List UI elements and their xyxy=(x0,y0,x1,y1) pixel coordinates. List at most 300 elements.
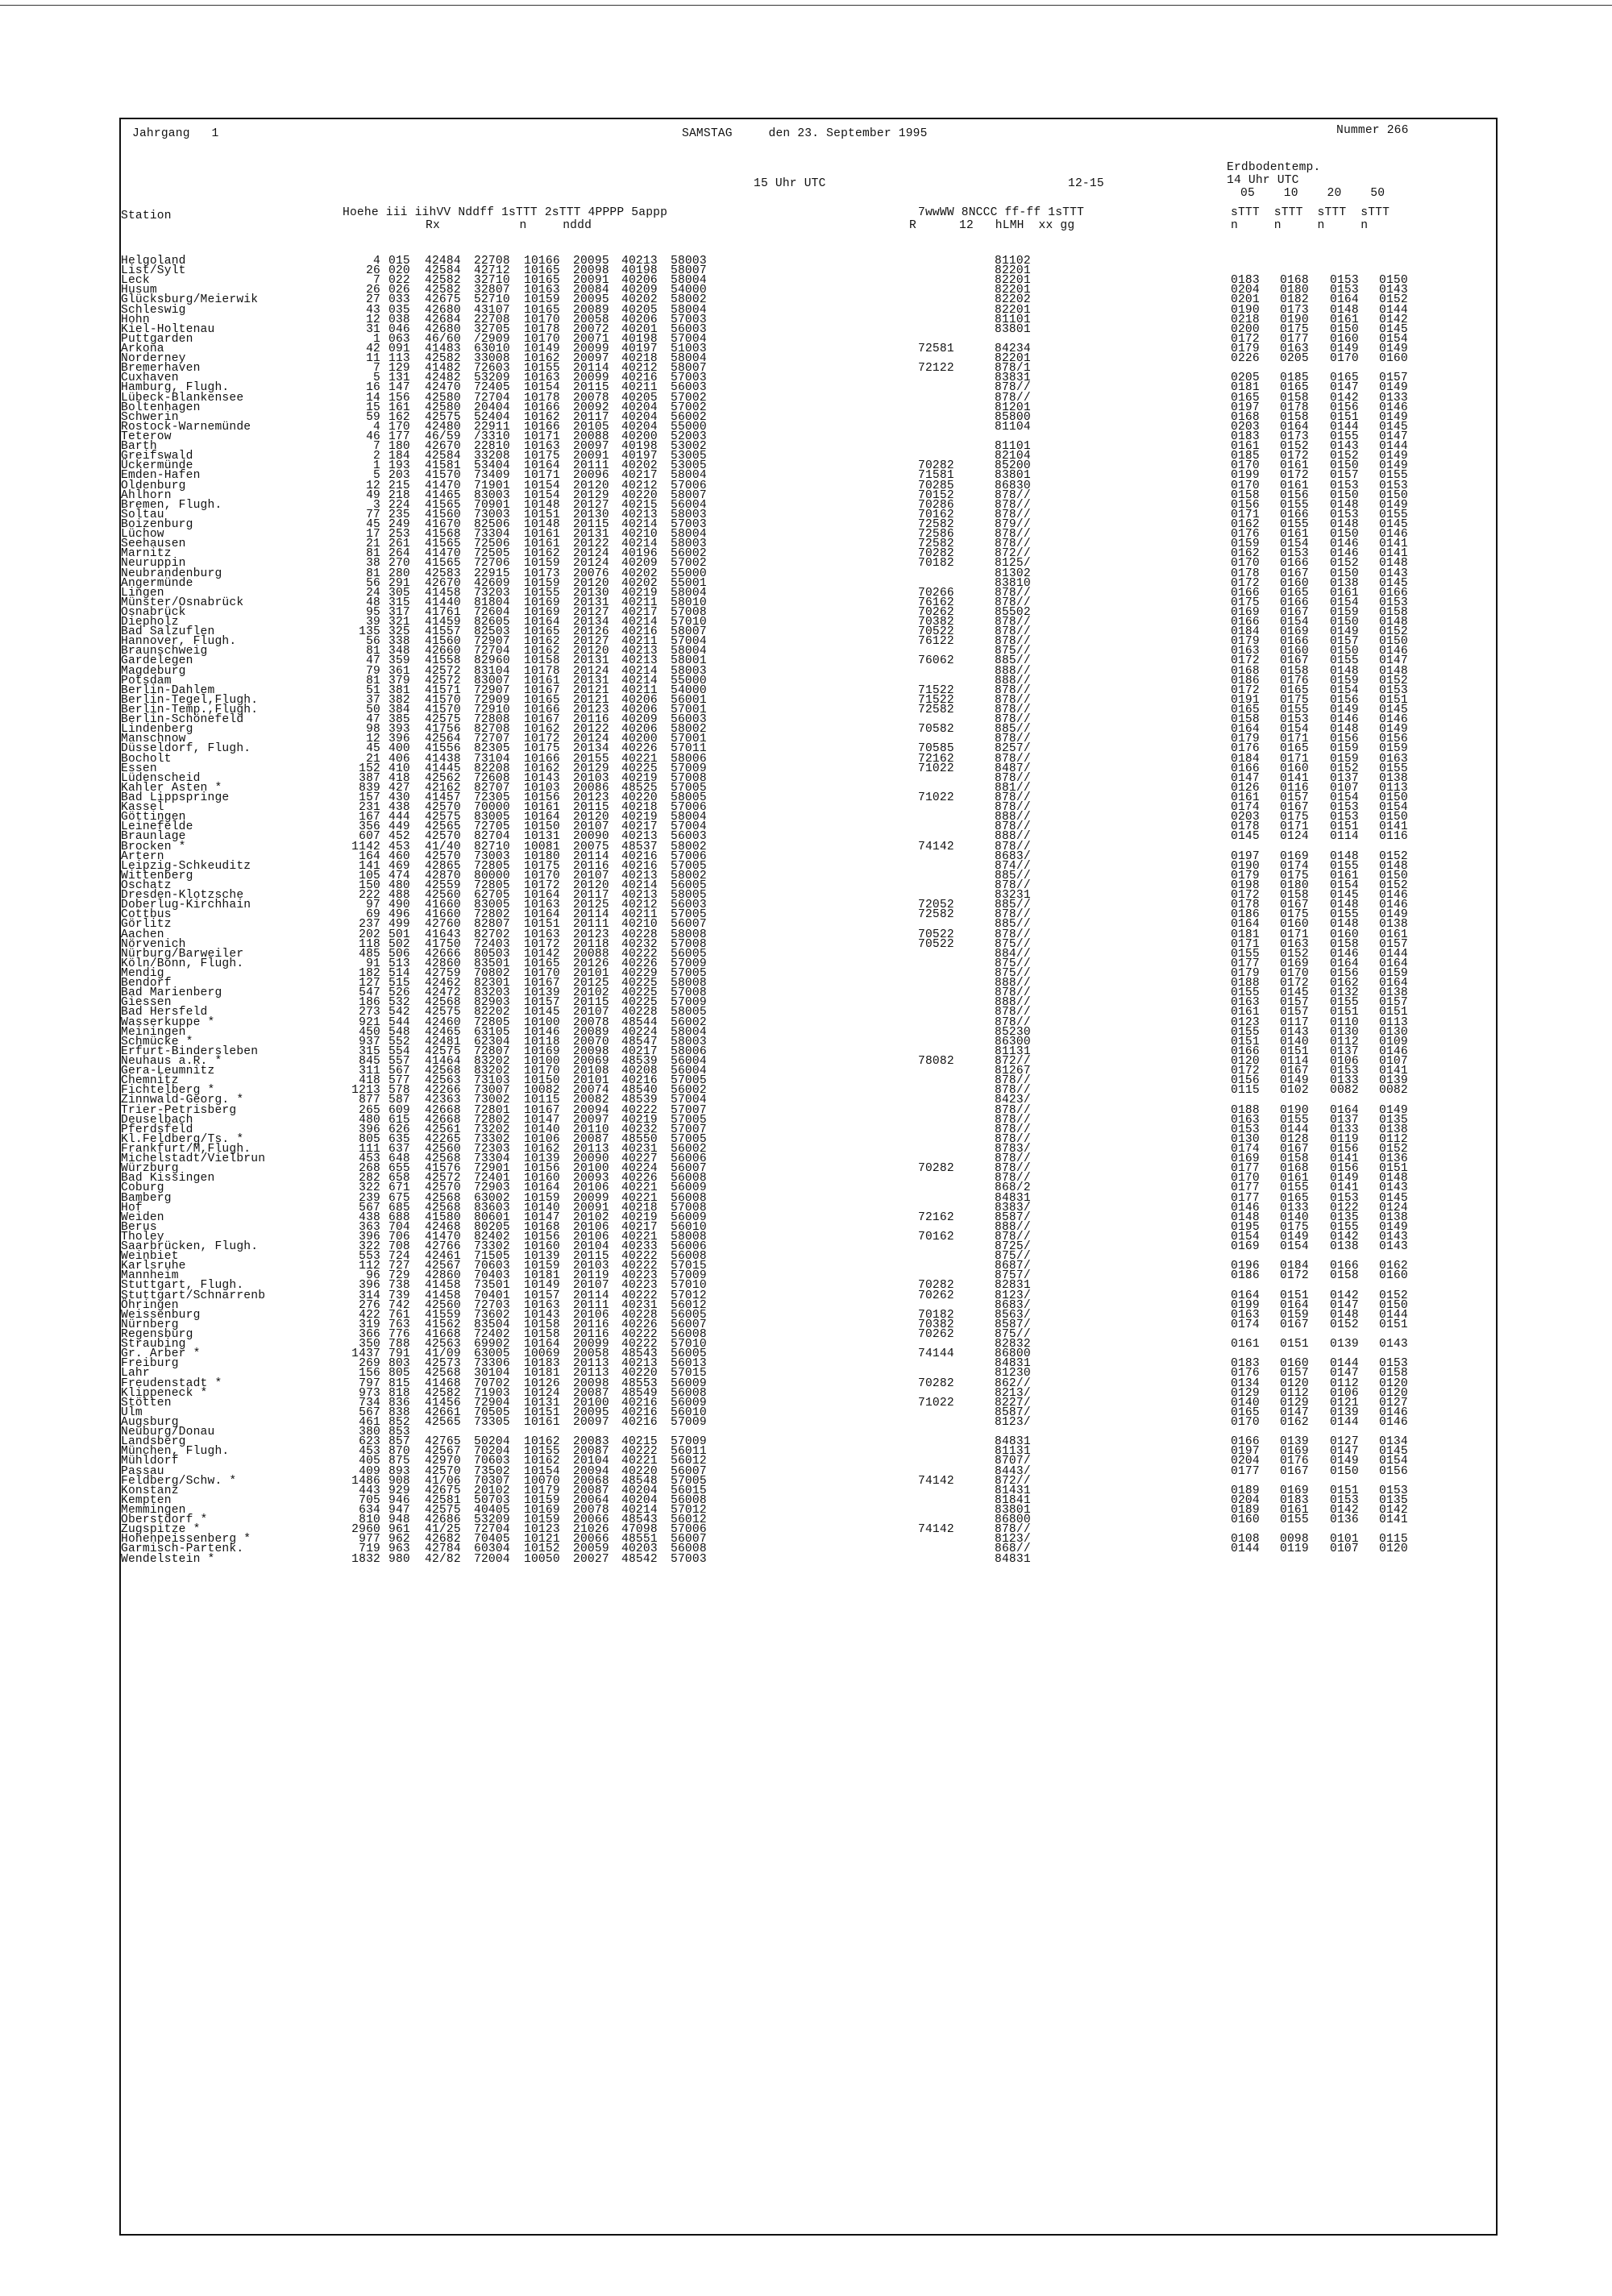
pressure-4pppp: 40226 xyxy=(621,957,658,970)
station-name: Hof xyxy=(121,1201,143,1214)
cloud-8nccc: 8227/ xyxy=(995,1396,1031,1410)
soil-temp-05: 0156 xyxy=(1231,1074,1260,1088)
soil-temp-20: 0137 xyxy=(1330,1113,1359,1127)
iihvv: 42583 xyxy=(425,567,461,580)
station-id: 177 xyxy=(388,430,410,443)
soil-temp-10: 0175 xyxy=(1280,693,1309,707)
cloud-8nccc: 84831 xyxy=(995,1357,1031,1371)
soil-temp-20: 0112 xyxy=(1330,1376,1359,1390)
temp-1sttt: 10171 xyxy=(524,430,560,443)
soil-temp-05: 0164 xyxy=(1231,1289,1260,1302)
soil-temp-20: 0146 xyxy=(1330,538,1359,551)
soil-temp-20: 0147 xyxy=(1330,1445,1359,1459)
jahrgang-label: Jahrgang 1 xyxy=(132,127,219,140)
temp-1sttt: 10124 xyxy=(524,1386,560,1400)
weather-7wwww: 72162 xyxy=(918,1210,954,1224)
station-height: 977 xyxy=(359,1533,380,1547)
station-height: 547 xyxy=(359,986,380,1000)
soil-temp-05: 0174 xyxy=(1231,1318,1260,1331)
cloud-8nccc: 878// xyxy=(995,908,1031,922)
station-name: Glücksburg/Meierwik xyxy=(121,293,259,307)
iihvv: 41468 xyxy=(425,1376,461,1390)
iihvv: 42559 xyxy=(425,879,461,892)
iihvv: 46/59 xyxy=(425,430,461,443)
tendency-5appp: 58002 xyxy=(671,723,707,737)
pressure-4pppp: 47098 xyxy=(621,1523,658,1537)
soil-temp-05: 0183 xyxy=(1231,430,1260,443)
cloud-8nccc: 83801 xyxy=(995,469,1031,483)
soil-temp-10: 0160 xyxy=(1280,762,1309,775)
tendency-5appp: 57005 xyxy=(671,1132,707,1146)
station-id: 648 xyxy=(388,1152,410,1166)
temp-1sttt: 10139 xyxy=(524,1250,560,1264)
station-id: 501 xyxy=(388,928,410,941)
temp-2sttt: 20058 xyxy=(573,1347,609,1361)
temp-2sttt: 20108 xyxy=(573,1065,609,1078)
pressure-4pppp: 48542 xyxy=(621,1552,658,1566)
cloud-8nccc: 878// xyxy=(995,1103,1031,1117)
pressure-4pppp: 40212 xyxy=(621,362,658,376)
tendency-5appp: 56006 xyxy=(671,1152,707,1166)
cloud-8nccc: 875// xyxy=(995,645,1031,658)
station-id: 264 xyxy=(388,547,410,561)
station-height: 2 xyxy=(373,450,380,463)
nddff: 72505 xyxy=(474,547,510,561)
station-id: 359 xyxy=(388,654,410,668)
pressure-4pppp: 40216 xyxy=(621,372,658,385)
issue-number: Nummer 266 xyxy=(1336,124,1409,137)
soil-temp-50: 0127 xyxy=(1379,1396,1408,1410)
soil-temp-20: 0148 xyxy=(1330,849,1359,863)
soil-temp-05: 0179 xyxy=(1231,635,1260,649)
iihvv: 42670 xyxy=(425,576,461,590)
soil-temp-50: 0154 xyxy=(1379,801,1408,815)
station-height: 127 xyxy=(359,977,380,990)
nddff: 73502 xyxy=(474,1464,510,1478)
nddff: 72802 xyxy=(474,908,510,922)
iihvv: 41/25 xyxy=(425,1523,461,1537)
temp-2sttt: 20131 xyxy=(573,528,609,542)
soil-temp-05: 0153 xyxy=(1231,1123,1260,1136)
station-name: Bad Salzuflen xyxy=(121,625,215,639)
soil-temp-10: 0154 xyxy=(1280,723,1309,737)
station-name: Artern xyxy=(121,849,164,863)
soil-temp-05: 0199 xyxy=(1231,1298,1260,1312)
station-height: 237 xyxy=(359,918,380,932)
iihvv: 42561 xyxy=(425,1123,461,1136)
temp-1sttt: 10167 xyxy=(524,977,560,990)
soil-temp-50: 0153 xyxy=(1379,479,1408,492)
iihvv: 42581 xyxy=(425,1493,461,1507)
pressure-4pppp: 40205 xyxy=(621,303,658,317)
temp-1sttt: 10164 xyxy=(524,889,560,903)
soil-temp-10: 0158 xyxy=(1280,1152,1309,1166)
nddff: 72402 xyxy=(474,1328,510,1342)
temp-2sttt: 20126 xyxy=(573,957,609,970)
soil-temp-05: 0170 xyxy=(1231,1416,1260,1430)
soil-temp-05: 0197 xyxy=(1231,1445,1260,1459)
station-name: Neuhaus a.R. * xyxy=(121,1054,222,1068)
cloud-8nccc: 878// xyxy=(995,635,1031,649)
weather-7wwww: 70262 xyxy=(918,605,954,619)
station-height: 973 xyxy=(359,1386,380,1400)
temp-1sttt: 10146 xyxy=(524,1025,560,1039)
soil-temp-10: 0161 xyxy=(1280,528,1309,542)
nddff: 71903 xyxy=(474,1386,510,1400)
soil-temp-20: 0139 xyxy=(1330,1338,1359,1351)
station-height: 26 xyxy=(366,284,380,297)
temp-2sttt: 20124 xyxy=(573,664,609,678)
soil-temp-10: 0153 xyxy=(1280,547,1309,561)
soil-temp-05: 0177 xyxy=(1231,1191,1260,1205)
nddff: 22708 xyxy=(474,313,510,326)
cloud-8nccc: 86830 xyxy=(995,479,1031,492)
station-height: 95 xyxy=(366,605,380,619)
cloud-8nccc: 875// xyxy=(995,1328,1031,1342)
iihvv: 41464 xyxy=(425,1054,461,1068)
station-name: Gera-Leumnitz xyxy=(121,1065,215,1078)
pressure-4pppp: 40214 xyxy=(621,538,658,551)
temp-2sttt: 20115 xyxy=(573,801,609,815)
soil-temp-50: 0153 xyxy=(1379,1357,1408,1371)
temp-1sttt: 10150 xyxy=(524,1074,560,1088)
soil-temp-10: 0160 xyxy=(1280,918,1309,932)
soil-temp-50: 0145 xyxy=(1379,576,1408,590)
temp-1sttt: 10106 xyxy=(524,1132,560,1146)
soil-temp-20: 0148 xyxy=(1330,899,1359,912)
soil-temp-20: 0133 xyxy=(1330,1074,1359,1088)
soil-temp-05: 0134 xyxy=(1231,1376,1260,1390)
temp-1sttt: 10164 xyxy=(524,459,560,473)
soil-temp-50: 0146 xyxy=(1379,1044,1408,1058)
tendency-5appp: 57008 xyxy=(671,1201,707,1214)
soil-temp-50: 0133 xyxy=(1379,391,1408,405)
soil-temp-05: 0123 xyxy=(1231,1015,1260,1029)
station-name: Bad Marienberg xyxy=(121,986,222,1000)
temp-1sttt: 10160 xyxy=(524,1240,560,1254)
station-id: 980 xyxy=(388,1552,410,1566)
nddff: 63002 xyxy=(474,1191,510,1205)
soil-temp-05: 0161 xyxy=(1231,1338,1260,1351)
soil-temp-50: 0154 xyxy=(1379,332,1408,346)
soil-temp-05: 0162 xyxy=(1231,517,1260,531)
soil-temp-20: 0148 xyxy=(1330,303,1359,317)
soil-temp-05: 0183 xyxy=(1231,1357,1260,1371)
cloud-8nccc: 8213/ xyxy=(995,1386,1031,1400)
cloud-8nccc: 888// xyxy=(995,674,1031,687)
soil-temp-50: 0152 xyxy=(1379,625,1408,639)
station-id: 161 xyxy=(388,401,410,414)
soil-temp-50: 0155 xyxy=(1379,469,1408,483)
station-id: 870 xyxy=(388,1445,410,1459)
soil-temp-20: 0156 xyxy=(1330,733,1359,746)
tendency-5appp: 57005 xyxy=(671,966,707,980)
weather-7wwww: 78082 xyxy=(918,1054,954,1068)
soil-temp-50: 0149 xyxy=(1379,342,1408,355)
pressure-4pppp: 48549 xyxy=(621,1386,658,1400)
cloud-8nccc: 8587/ xyxy=(995,1405,1031,1419)
soil-temp-20: 0151 xyxy=(1330,410,1359,424)
temp-2sttt: 20117 xyxy=(573,889,609,903)
table-row xyxy=(121,1084,1496,1098)
iihvv: 41438 xyxy=(425,752,461,766)
iihvv: 41458 xyxy=(425,1279,461,1293)
nddff: 70204 xyxy=(474,1445,510,1459)
table-row xyxy=(121,1271,1496,1281)
iihvv: 42580 xyxy=(425,391,461,405)
temp-2sttt: 20082 xyxy=(573,1094,609,1107)
temp-1sttt: 10165 xyxy=(524,264,560,278)
station-height: 7 xyxy=(373,362,380,376)
station-name: Bad Kissingen xyxy=(121,1172,215,1185)
soil-temp-20: 0150 xyxy=(1330,528,1359,542)
station-name: Tholey xyxy=(121,1230,164,1243)
cloud-8nccc: 82832 xyxy=(995,1338,1031,1351)
tendency-5appp: 54000 xyxy=(671,683,707,697)
temp-1sttt: 10157 xyxy=(524,996,560,1010)
iihvv: 41570 xyxy=(425,704,461,717)
nddff: /2909 xyxy=(474,332,510,346)
tendency-5appp: 56008 xyxy=(671,1493,707,1507)
temp-2sttt: 20094 xyxy=(573,1464,609,1478)
weather-7wwww: 70152 xyxy=(918,488,954,502)
soil-temp-10: 0175 xyxy=(1280,1220,1309,1234)
pressure-4pppp: 40221 xyxy=(621,1455,658,1468)
pressure-4pppp: 40232 xyxy=(621,1123,658,1136)
station-height: 453 xyxy=(359,1445,380,1459)
pressure-4pppp: 40198 xyxy=(621,332,658,346)
iihvv: 42668 xyxy=(425,1113,461,1127)
pressure-4pppp: 40225 xyxy=(621,977,658,990)
soil-temp-05: 0186 xyxy=(1231,908,1260,922)
iihvv: 41761 xyxy=(425,605,461,619)
cloud-8nccc: 82104 xyxy=(995,450,1031,463)
station-height: 21 xyxy=(366,538,380,551)
nddff: 43107 xyxy=(474,303,510,317)
iihvv: 42575 xyxy=(425,1006,461,1019)
soil-temp-10: 0157 xyxy=(1280,791,1309,805)
station-id: 280 xyxy=(388,567,410,580)
soil-temp-20: 0127 xyxy=(1330,1435,1359,1449)
temp-2sttt: 20126 xyxy=(573,625,609,639)
temp-2sttt: 20114 xyxy=(573,1289,609,1302)
soil-temp-50: 0134 xyxy=(1379,1435,1408,1449)
iihvv: 42560 xyxy=(425,1142,461,1156)
nddff: 42712 xyxy=(474,264,510,278)
soil-temp-20: 0161 xyxy=(1330,869,1359,882)
soil-temp-20: 0159 xyxy=(1330,674,1359,687)
tendency-5appp: 53002 xyxy=(671,440,707,454)
tendency-5appp: 56001 xyxy=(671,693,707,707)
station-name: Schleswig xyxy=(121,303,186,317)
station-name: Berlin-Temp.,Flugh. xyxy=(121,704,259,717)
soil-temp-10: 0166 xyxy=(1280,596,1309,609)
iihvv: 41580 xyxy=(425,1210,461,1224)
station-name: Saarbrücken, Flugh. xyxy=(121,1240,259,1254)
station-name: Bad Lippspringe xyxy=(121,791,230,805)
pressure-4pppp: 40206 xyxy=(621,274,658,288)
soil-temp-10: 0161 xyxy=(1280,479,1309,492)
iihvv: 42481 xyxy=(425,1035,461,1048)
temp-1sttt: 10154 xyxy=(524,488,560,502)
soil-temp-10: 0116 xyxy=(1280,781,1309,795)
station-name: Feldberg/Schw. * xyxy=(121,1474,237,1488)
iihvv: 41483 xyxy=(425,342,461,355)
station-name: Potsdam xyxy=(121,674,172,687)
station-name: Michelstadt/Vielbrun xyxy=(121,1152,266,1166)
soil-temp-50: 0158 xyxy=(1379,1367,1408,1381)
temp-1sttt: 10166 xyxy=(524,704,560,717)
tendency-5appp: 56003 xyxy=(671,713,707,727)
station-id: 393 xyxy=(388,723,410,737)
soil-temp-50: 0120 xyxy=(1379,1542,1408,1556)
soil-temp-05: 0151 xyxy=(1231,1035,1260,1048)
nddff: 80000 xyxy=(474,869,510,882)
temp-1sttt: 10147 xyxy=(524,1210,560,1224)
cloud-8nccc: 878// xyxy=(995,986,1031,1000)
soil-temp-10: 0169 xyxy=(1280,849,1309,863)
soil-temp-50: 0107 xyxy=(1379,1054,1408,1068)
nddff: 72704 xyxy=(474,391,510,405)
nddff: 72303 xyxy=(474,1142,510,1156)
tendency-5appp: 56004 xyxy=(671,1054,707,1068)
soil-temp-50: 0146 xyxy=(1379,645,1408,658)
soil-temp-50: 0144 xyxy=(1379,440,1408,454)
soil-temp-10: 0155 xyxy=(1280,1113,1309,1127)
tendency-5appp: 57008 xyxy=(671,986,707,1000)
station-id: 499 xyxy=(388,918,410,932)
cloud-8nccc: 885// xyxy=(995,869,1031,882)
pressure-4pppp: 40211 xyxy=(621,381,658,395)
temp-1sttt: 10050 xyxy=(524,1552,560,1566)
cloud-8nccc: 878// xyxy=(995,1523,1031,1537)
station-height: 1 xyxy=(373,459,380,473)
soil-temp-50: 0142 xyxy=(1379,313,1408,326)
soil-temp-05: 0147 xyxy=(1231,771,1260,785)
iihvv: 42564 xyxy=(425,733,461,746)
tendency-5appp: 57002 xyxy=(671,557,707,571)
station-height: 485 xyxy=(359,947,380,961)
station-id: 815 xyxy=(388,1376,410,1390)
station-name: Weiden xyxy=(121,1210,164,1224)
station-id: 526 xyxy=(388,986,410,1000)
temp-2sttt: 20123 xyxy=(573,928,609,941)
temp-2sttt: 20071 xyxy=(573,332,609,346)
soil-temp-10: 0167 xyxy=(1280,567,1309,580)
station-height: 265 xyxy=(359,1103,380,1117)
station-id: 046 xyxy=(388,322,410,336)
soil-temp-10: 0205 xyxy=(1280,352,1309,366)
cloud-8nccc: 81267 xyxy=(995,1065,1031,1078)
temp-1sttt: 10164 xyxy=(524,1181,560,1195)
station-id: 215 xyxy=(388,479,410,492)
soil-temp-10: 0158 xyxy=(1280,410,1309,424)
nddff: 72703 xyxy=(474,1298,510,1312)
station-height: 1832 xyxy=(351,1552,380,1566)
soil-temp-50: 0149 xyxy=(1379,723,1408,737)
temp-2sttt: 20120 xyxy=(573,479,609,492)
pressure-4pppp: 40204 xyxy=(621,420,658,434)
temp-1sttt: 10162 xyxy=(524,410,560,424)
soil-temp-10: 0176 xyxy=(1280,1455,1309,1468)
station-id: 557 xyxy=(388,1054,410,1068)
pressure-4pppp: 40225 xyxy=(621,762,658,775)
nddff: 82503 xyxy=(474,625,510,639)
station-name: Nürnberg xyxy=(121,1318,179,1331)
station-name: Marnitz xyxy=(121,547,172,561)
station-name: Manschnow xyxy=(121,733,186,746)
soil-temp-50: 0145 xyxy=(1379,517,1408,531)
soil-temp-20: 0110 xyxy=(1330,1015,1359,1029)
station-height: 47 xyxy=(366,654,380,668)
tendency-5appp: 58004 xyxy=(671,352,707,366)
soil-temp-05: 0172 xyxy=(1231,683,1260,697)
iihvv: 42563 xyxy=(425,1338,461,1351)
temp-1sttt: 10172 xyxy=(524,879,560,892)
station-height: 443 xyxy=(359,1484,380,1497)
soil-temp-50: 0149 xyxy=(1379,498,1408,512)
table-row xyxy=(121,1242,1496,1252)
soil-temp-20: 0106 xyxy=(1330,1054,1359,1068)
soil-temp-50: 0159 xyxy=(1379,966,1408,980)
station-name: Coburg xyxy=(121,1181,164,1195)
temp-1sttt: 10140 xyxy=(524,1123,560,1136)
soil-temp-50: 0141 xyxy=(1379,538,1408,551)
soil-temp-05: 0162 xyxy=(1231,547,1260,561)
time-12-15: 12-15 xyxy=(1068,177,1104,190)
temp-2sttt: 20131 xyxy=(573,654,609,668)
station-id: 469 xyxy=(388,859,410,873)
nddff: 22708 xyxy=(474,255,510,268)
tendency-5appp: 56011 xyxy=(671,1445,707,1459)
pressure-4pppp: 40219 xyxy=(621,811,658,824)
station-height: 4 xyxy=(373,420,380,434)
temp-1sttt: 10156 xyxy=(524,1230,560,1243)
temp-2sttt: 20106 xyxy=(573,1181,609,1195)
col-header-station: Station xyxy=(121,210,172,222)
pressure-4pppp: 48543 xyxy=(621,1347,658,1361)
station-id: 948 xyxy=(388,1513,410,1527)
station-height: 396 xyxy=(359,1279,380,1293)
temp-2sttt: 20100 xyxy=(573,1396,609,1410)
temp-1sttt: 10172 xyxy=(524,733,560,746)
soil-temp-05: 0166 xyxy=(1231,1044,1260,1058)
iihvv: 42484 xyxy=(425,255,461,268)
tendency-5appp: 58007 xyxy=(671,264,707,278)
iihvv: 42562 xyxy=(425,771,461,785)
cloud-8nccc: 8687/ xyxy=(995,1260,1031,1273)
soil-temp-20: 0165 xyxy=(1330,372,1359,385)
pressure-4pppp: 40214 xyxy=(621,616,658,629)
tendency-5appp: 57001 xyxy=(671,733,707,746)
tendency-5appp: 57006 xyxy=(671,1523,707,1537)
soil-temp-10: 0177 xyxy=(1280,332,1309,346)
cloud-8nccc: 82201 xyxy=(995,274,1031,288)
soil-temp-05: 0155 xyxy=(1231,947,1260,961)
tendency-5appp: 55001 xyxy=(671,576,707,590)
station-id: 542 xyxy=(388,1006,410,1019)
temp-1sttt: 10140 xyxy=(524,1201,560,1214)
weather-7wwww: 70382 xyxy=(918,616,954,629)
soil-temp-50: 0150 xyxy=(1379,635,1408,649)
temp-1sttt: 10168 xyxy=(524,1220,560,1234)
temp-1sttt: 10163 xyxy=(524,372,560,385)
weather-7wwww: 70182 xyxy=(918,557,954,571)
temp-1sttt: 10170 xyxy=(524,332,560,346)
soil-temp-20: 0164 xyxy=(1330,957,1359,970)
tendency-5appp: 56008 xyxy=(671,1386,707,1400)
station-name: Düsseldorf, Flugh. xyxy=(121,742,251,756)
